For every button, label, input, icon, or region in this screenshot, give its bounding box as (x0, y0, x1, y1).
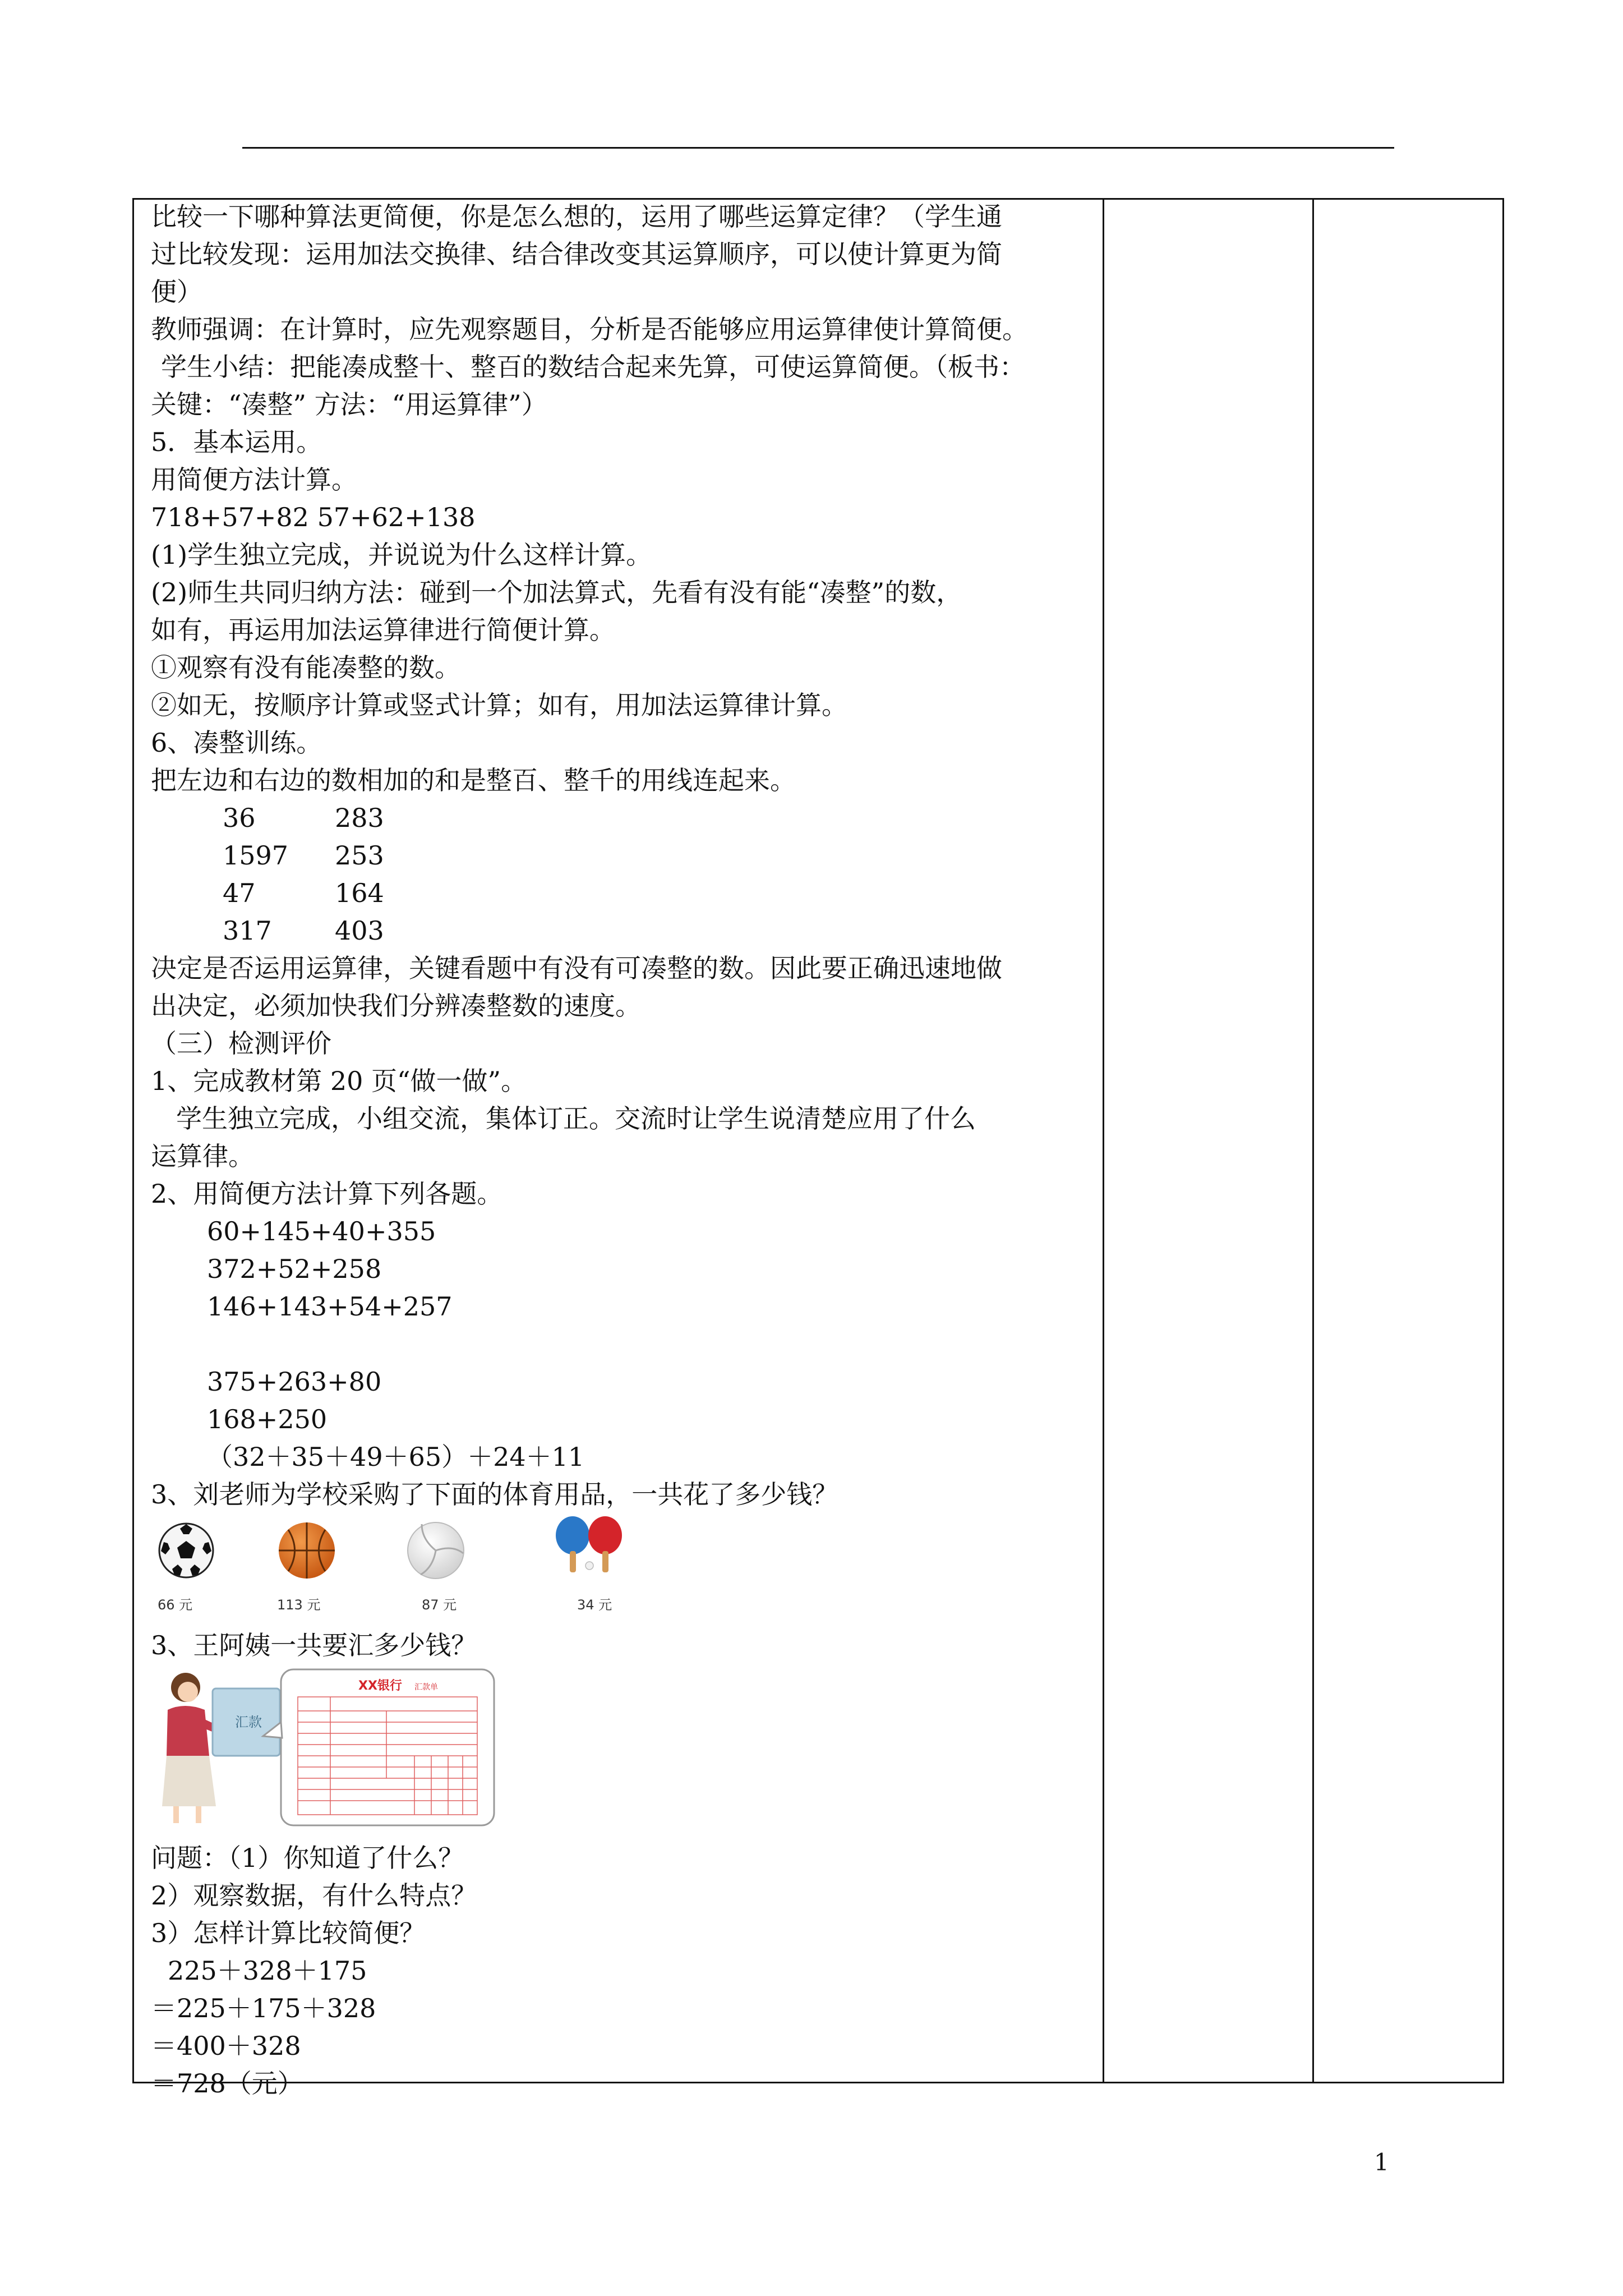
section-heading: 6、凑整训练。 (151, 728, 322, 758)
question-line: 2）观察数据，有什么特点？ (151, 1880, 477, 1911)
lesson-content (151, 200, 1099, 2099)
exercise-expression: 60+145+40+355 (207, 1216, 436, 1246)
pair-left: 1597 (223, 840, 289, 871)
text-line: 出决定，必须加快我们分辨凑整数的速度。 (151, 991, 641, 1021)
number-pair-row (223, 914, 384, 947)
text-line: (2)师生共同归纳方法：碰到一个加法算式，先看有没有能“凑整”的数， (151, 577, 962, 608)
number-pair-row (223, 876, 384, 910)
text-line: ②如无，按顺序计算或竖式计算；如有，用加法运算律计算。 (151, 690, 847, 720)
exercise-expression: 375+263+80 (207, 1366, 382, 1397)
exercise-expression: 146+143+54+257 (207, 1291, 453, 1322)
text-line: 2、用简便方法计算下列各题。 (151, 1179, 503, 1209)
sports-items (151, 1515, 656, 1622)
basketball-item (271, 1515, 384, 1622)
text-line: 决定是否运用运算律，关键看题中有没有可凑整的数。因此要正确迅速地做 (151, 953, 1002, 983)
pair-left: 47 (223, 878, 256, 908)
text-line: 用简便方法计算。 (151, 464, 357, 495)
price-label: 34 元 (577, 1597, 612, 1613)
solution-line: ＝225＋175＋328 (151, 1993, 376, 2023)
pair-right: 283 (335, 803, 384, 833)
text-line: 过比较发现：运用加法交换律、结合律改变其运算顺序，可以使计算更为简 (151, 239, 1002, 269)
form-name: 汇款单 (414, 1683, 438, 1692)
bank-teller-illustration (151, 1666, 515, 1829)
volleyball-icon (405, 1520, 467, 1581)
text-line: 1、完成教材第 20 页“做一做”。 (151, 1066, 527, 1096)
section-heading: （三）检测评价 (151, 1028, 331, 1059)
remittance-illustration (151, 1666, 515, 1829)
text-line: 比较一下哪种算法更简便，你是怎么想的，运用了哪些运算定律？（学生通 (151, 201, 1002, 232)
header-rule (242, 147, 1394, 149)
text-line: 教师强调：在计算时，应先观察题目，分析是否能够应用运算律使计算简便。 (151, 314, 1028, 344)
question-title: 3、刘老师为学校采购了下面的体育用品，一共花了多少钱？ (151, 1479, 838, 1510)
price-label: 66 元 (158, 1597, 193, 1613)
price-label: 113 元 (277, 1597, 321, 1613)
window-sign: 汇款 (235, 1714, 262, 1730)
ping-pong-paddles-item (538, 1515, 650, 1622)
question-line: 3）怎样计算比较简便？ (151, 1918, 426, 1948)
text-line: 学生独立完成，小组交流，集体订正。交流时让学生说清楚应用了什么 (176, 1103, 976, 1134)
ping-pong-paddles-icon (538, 1512, 650, 1590)
number-pair-row (223, 801, 384, 835)
text-line: 便） (151, 277, 202, 307)
basketball-icon (276, 1520, 338, 1581)
question-title: 3、王阿姨一共要汇多少钱？ (151, 1630, 477, 1660)
section-heading: 5．基本运用。 (151, 427, 322, 457)
text-line: (1)学生独立完成，并说说为什么这样计算。 (151, 540, 652, 570)
column-divider (1103, 200, 1104, 2082)
pair-left: 36 (223, 803, 256, 833)
pair-right: 164 (335, 878, 384, 908)
page-number: 1 (1374, 2148, 1389, 2176)
number-pair-row (223, 839, 384, 872)
pair-left: 317 (223, 915, 272, 946)
text-line: ①观察有没有能凑整的数。 (151, 652, 460, 683)
question-line: 问题：（1）你知道了什么？ (151, 1843, 464, 1873)
exercise-expression: 372+52+258 (207, 1254, 382, 1284)
text-line: 如有，再运用加法运算律进行简便计算。 (151, 615, 615, 645)
exercise-expression: （32＋35＋49＋65）＋24＋11 (207, 1442, 585, 1472)
bank-name: XX银行 (358, 1679, 402, 1693)
text-line: 学生小结：把能凑成整十、整百的数结合起来先算，可使运算简便。（板书： (161, 352, 1025, 382)
pair-right: 253 (335, 840, 384, 871)
text-line: 把左边和右边的数相加的和是整百、整千的用线连起来。 (151, 765, 796, 795)
price-label: 87 元 (422, 1597, 457, 1613)
text-line: 关键：“凑整” 方法：“用运算律”） (151, 389, 547, 420)
column-divider (1312, 200, 1314, 2082)
exercise-expression: 168+250 (207, 1404, 328, 1434)
solution-line: ＝728（元） (151, 2068, 303, 2099)
lesson-table (132, 198, 1504, 2099)
solution-line: 225＋328＋175 (168, 1955, 367, 1986)
soccer-ball-item (151, 1515, 263, 1622)
pair-right: 403 (335, 915, 384, 946)
volleyball-item (400, 1515, 513, 1622)
text-line: 运算律。 (151, 1141, 254, 1171)
solution-line: ＝400＋328 (151, 2031, 301, 2061)
soccer-ball-icon (155, 1520, 217, 1581)
expression-line: 718+57+82 57+62+138 (151, 502, 476, 532)
